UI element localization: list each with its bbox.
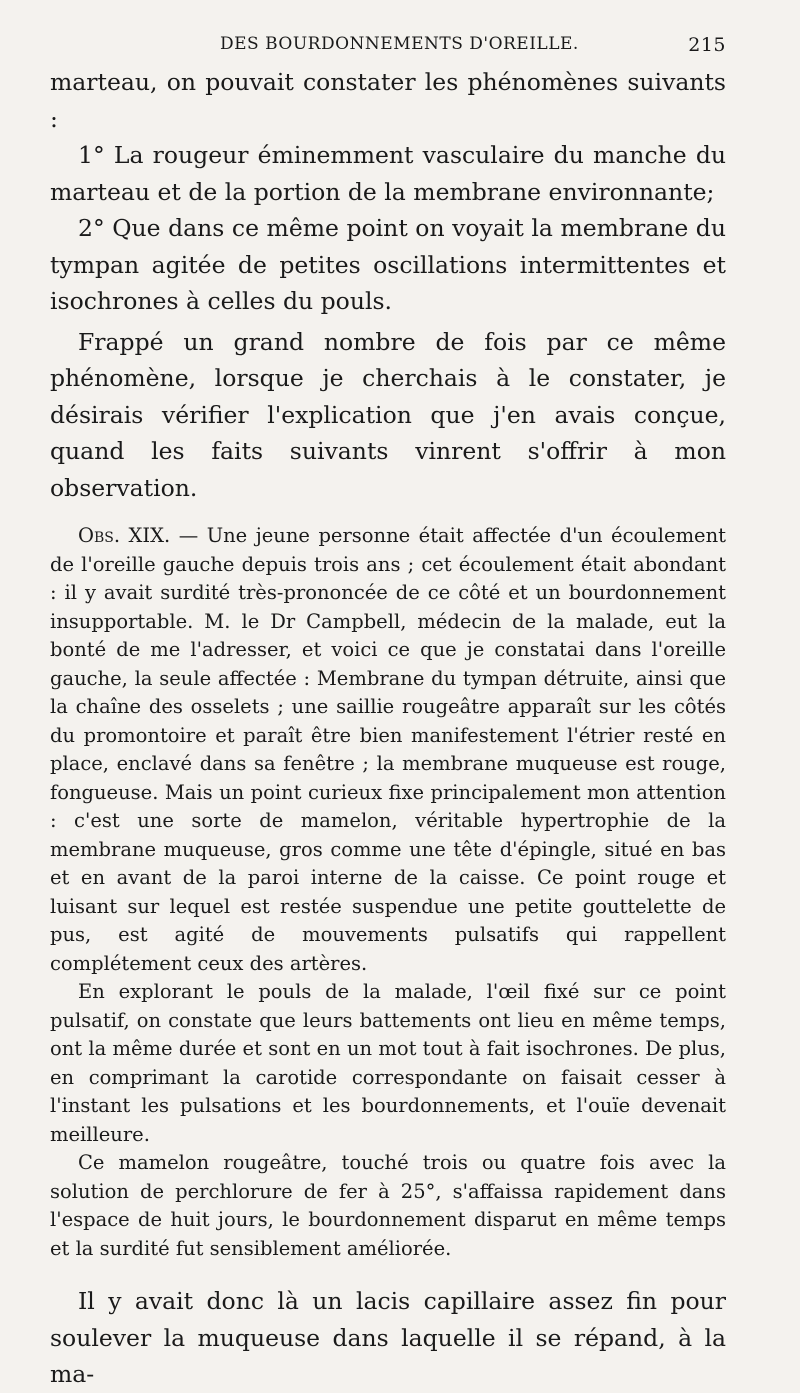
running-head: DES BOURDONNEMENTS D'OREILLE.	[220, 34, 579, 54]
page-number: 215	[688, 34, 726, 56]
paragraph-treatment: Ce mamelon rougeâtre, touché trois ou quatre fois avec la solution de perchlorure de fer à 25°, s'affaissa rapidement dans l'espace de huit jours, le bourdonnement disparut en même temps et la surdité fut sensiblement améliorée.	[50, 1151, 726, 1260]
paragraph-phenomenon: Frappé un grand nombre de fois par ce même phénomène, lorsque je cherchais à le constater, je désirais vérifier l'explication que j'en avais conçue, quand les faits suivants vinrent s'offrir à mon observation.	[50, 327, 726, 502]
paragraph-item-2: 2° Que dans ce même point on voyait la membrane du tympan agitée de petites oscillations intermittentes et isochrones à celles du pouls.	[50, 214, 726, 315]
observation-paragraph	[50, 522, 726, 978]
paragraph-continuation: marteau, on pouvait constater les phénomènes suivants :	[50, 68, 726, 133]
paragraph-conclusion: Il y avait donc là un lacis capillaire assez fin pour soulever la muqueuse dans laquelle il se répand, à la ma-	[50, 1287, 726, 1388]
paragraph-pulse: En explorant le pouls de la malade, l'œil fixé sur ce point pulsatif, on constate que leurs battements ont lieu en même temps, ont la même durée et sont en un mot tout à fait isochrones. De plus, en comprimant la carotide correspondante on faisait cesser à l'instant les pulsations et les bourdonnements, et l'ouïe devenait meilleure.	[50, 980, 726, 1146]
page-header	[50, 28, 726, 64]
observation-label: Obs. XIX.	[78, 524, 171, 547]
observation-text: — Une jeune personne était affectée d'un écoulement de l'oreille gauche depuis trois ans ; cet écoulement était abondant : il y avait surdité très-prononcée de ce côté et un bourdonnement insupportable. M. le Dr Campbell, médecin de la malade, eut la bonté de me l'adresser, et voici ce que je constatai dans l'oreille gauche, la seule affectée : Membrane du tympan détruite, ainsi que la chaîne des osselets ; une saillie rougeâtre apparaît sur les côtés du promontoire et paraît être bien manifestement l'étrier resté en place, enclavé dans sa fenêtre ; la membrane muqueuse est rouge, fongueuse. Mais un point curieux fixe principalement mon attention : c'est une sorte de mamelon, véritable hypertrophie de la membrane muqueuse, gros comme une tête d'épingle, situé en bas et en avant de la paroi interne de la caisse. Ce point rouge et luisant sur lequel est restée suspendue une petite gouttelette de pus, est agité de mouvements pulsatifs qui rappellent complétement ceux des artères.	[50, 524, 726, 975]
paragraph-item-1: 1° La rougeur éminemment vasculaire du manche du marteau et de la portion de la membrane environnante;	[50, 141, 726, 206]
